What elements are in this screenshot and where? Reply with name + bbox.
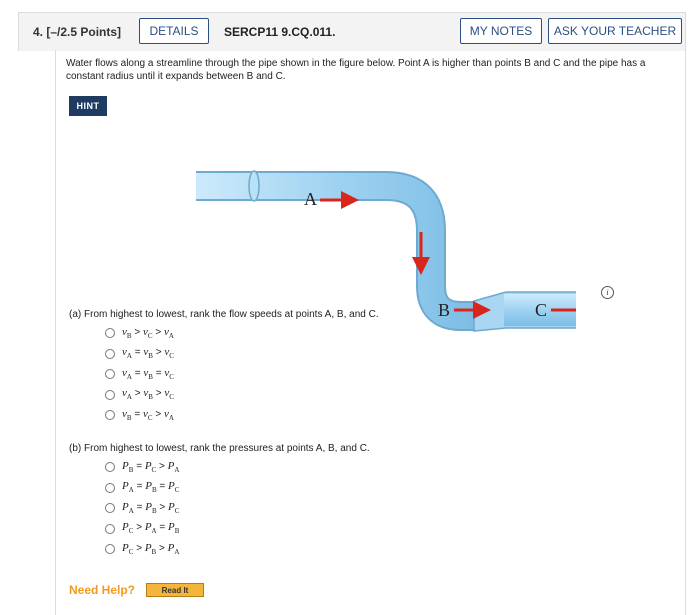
radio-button[interactable] bbox=[105, 349, 115, 359]
question-body bbox=[55, 50, 686, 615]
part-b-prompt: (b) From highest to lowest, rank the pressures at points A, B, and C. bbox=[69, 443, 370, 454]
radio-button[interactable] bbox=[105, 524, 115, 534]
part_a-option-4[interactable] bbox=[105, 387, 174, 403]
part_a-option-label: $v_B > v_C > v_A$ bbox=[122, 325, 174, 341]
radio-button[interactable] bbox=[105, 483, 115, 493]
radio-button[interactable] bbox=[105, 544, 115, 554]
pipe-figure bbox=[196, 132, 576, 332]
part_a-option-3[interactable] bbox=[105, 366, 174, 382]
part_a-option-label: $v_A = v_B > v_C$ bbox=[122, 346, 174, 361]
details-button[interactable]: DETAILS bbox=[139, 18, 209, 44]
part_b-option-1[interactable] bbox=[105, 459, 179, 475]
part_b-option-label: $P_A = P_B = P_C$ bbox=[122, 480, 180, 495]
problem-statement: Water flows along a streamline through the pipe shown in the figure below. Point A is higher than points B and C and the pipe has a constant radius until it expands between B and C. bbox=[66, 58, 646, 82]
radio-button[interactable] bbox=[105, 328, 115, 338]
part_b-option-label: $P_C > P_A = P_B$ bbox=[122, 521, 180, 536]
part-a-prompt: (a) From highest to lowest, rank the flow speeds at points A, B, and C. bbox=[69, 309, 379, 320]
part_b-option-5[interactable] bbox=[105, 541, 179, 557]
info-icon[interactable]: i bbox=[601, 286, 614, 299]
radio-button[interactable] bbox=[105, 369, 115, 379]
radio-button[interactable] bbox=[105, 390, 115, 400]
part_b-option-3[interactable] bbox=[105, 500, 179, 516]
label-b: B bbox=[438, 300, 451, 320]
pipe-inlet bbox=[249, 171, 259, 201]
hint-button[interactable]: HINT bbox=[69, 96, 107, 116]
part_b-option-label: $P_C > P_B > P_A$ bbox=[122, 541, 180, 557]
part_a-option-5[interactable] bbox=[105, 407, 174, 423]
read-it-button[interactable]: Read It bbox=[146, 583, 204, 597]
points-label: [–/2.5 Points] bbox=[46, 25, 122, 39]
radio-button[interactable] bbox=[105, 462, 115, 472]
ask-your-teacher-button[interactable]: ASK YOUR TEACHER bbox=[548, 18, 682, 44]
radio-button[interactable] bbox=[105, 503, 115, 513]
part_a-option-label: $v_A > v_B > v_C$ bbox=[122, 387, 174, 402]
label-a: A bbox=[304, 189, 317, 209]
part_b-option-label: $P_A = P_B > P_C$ bbox=[122, 500, 180, 516]
question-header bbox=[18, 12, 686, 51]
part_a-option-2[interactable] bbox=[105, 346, 174, 362]
question-code: SERCP11 9.CQ.011. bbox=[224, 25, 336, 39]
part_b-option-label: $P_B = P_C > P_A$ bbox=[122, 459, 180, 475]
radio-button[interactable] bbox=[105, 410, 115, 420]
my-notes-button[interactable]: MY NOTES bbox=[460, 18, 542, 44]
question-number: 4. [–/2.5 Points] bbox=[33, 25, 122, 39]
part_a-option-label: $v_A = v_B = v_C$ bbox=[122, 366, 174, 382]
part_b-option-4[interactable] bbox=[105, 521, 179, 537]
part_a-option-1[interactable] bbox=[105, 325, 174, 341]
label-c: C bbox=[535, 300, 548, 320]
need-help-label: Need Help? bbox=[69, 583, 136, 597]
part_a-option-label: $v_B = v_C > v_A$ bbox=[122, 407, 174, 423]
part_b-option-2[interactable] bbox=[105, 480, 179, 496]
